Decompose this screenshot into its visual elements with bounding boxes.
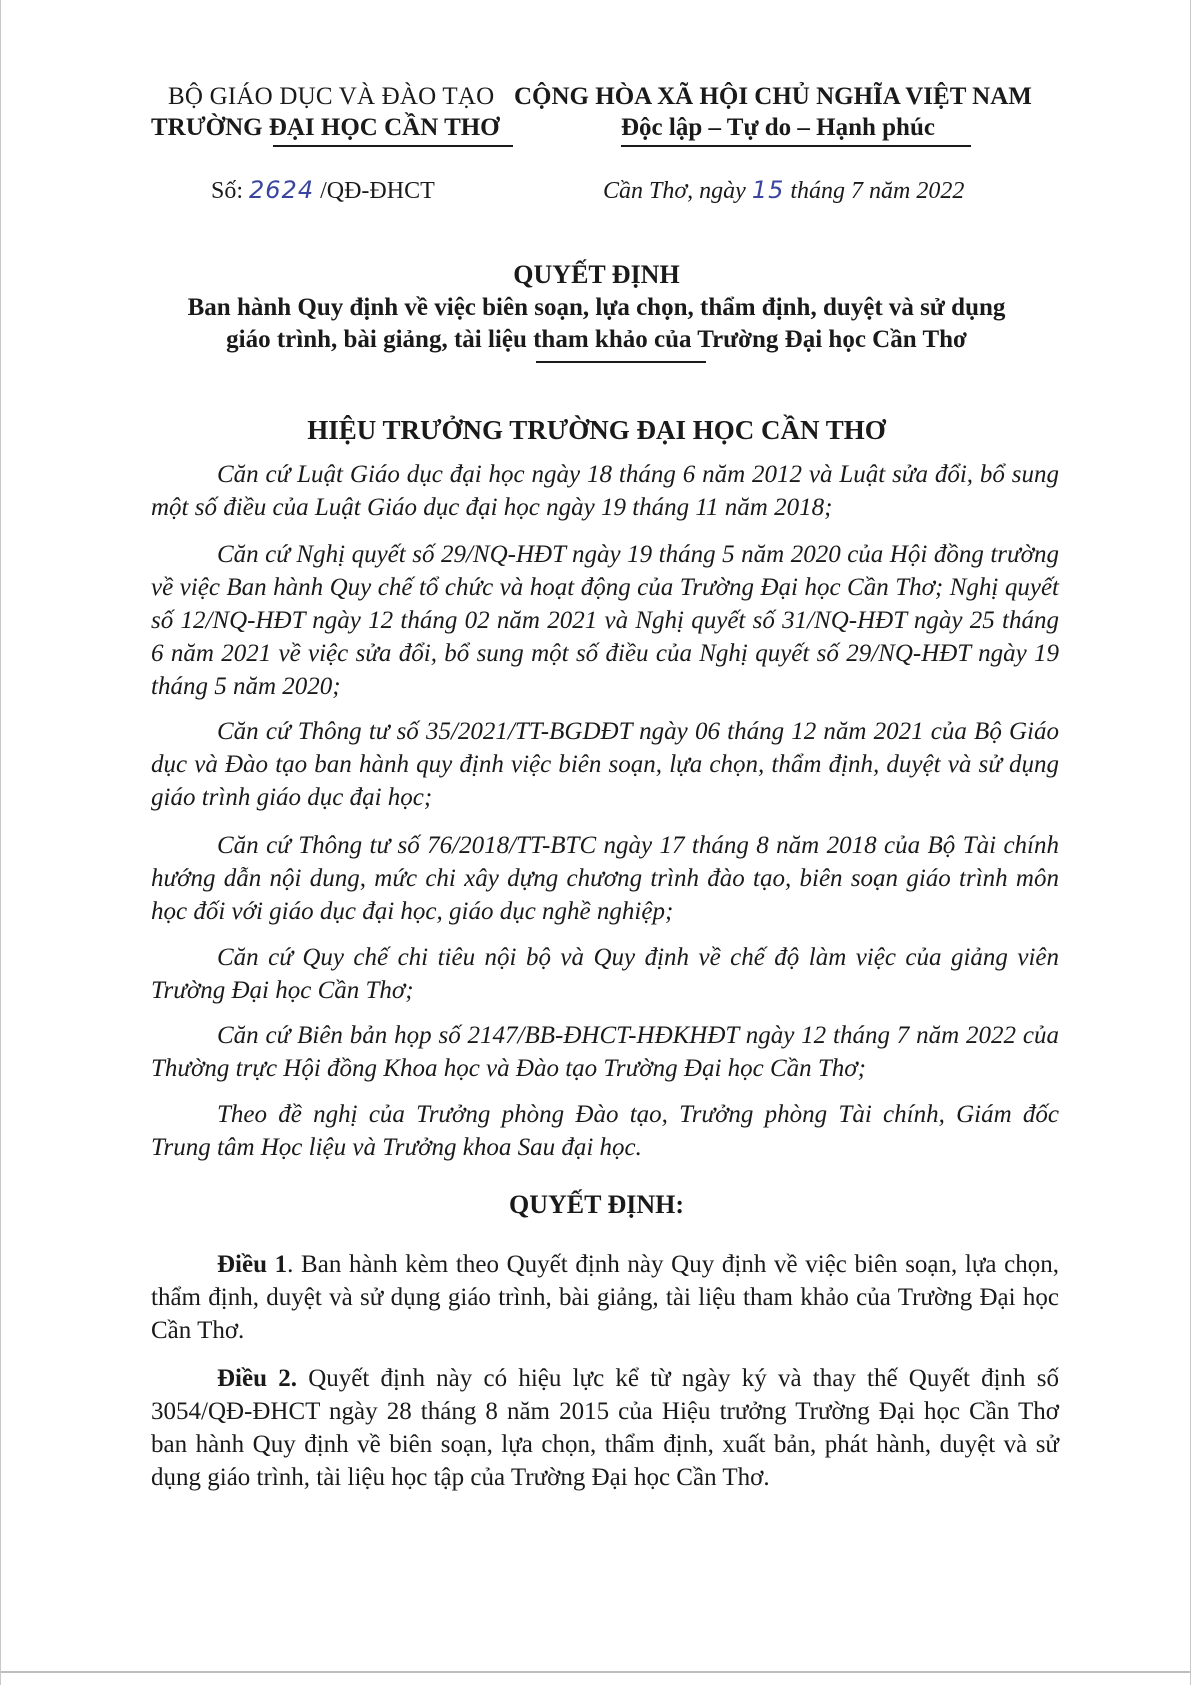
decision-heading: QUYẾT ĐỊNH: [508, 1190, 685, 1219]
article-body: . Ban hành kèm theo Quyết định này Quy định về việc biên soạn, lựa chọn, thẩm định, duyệt và sử dụng giáo trình, bài giảng, tài liệu tham khảo của Trường Đại học Cần Thơ. [151, 1251, 1059, 1344]
university-underline [273, 145, 513, 147]
ground-text: Căn cứ Biên bản họp số 2147/BB-ĐHCT-HĐKHĐT ngày 12 tháng 7 năm 2022 của Thường trực Hội đồng Khoa học và Đào tạo Trường Đại học Cần Thơ; [151, 1022, 1059, 1082]
number-prefix: Số: [211, 178, 244, 204]
article-text [151, 1362, 1059, 1494]
article-label: Điều 1 [217, 1251, 288, 1278]
number-suffix: /QĐ-ĐHCT [320, 178, 435, 204]
ground-4 [151, 829, 1059, 928]
title-underline [536, 361, 706, 363]
ground-1 [151, 458, 1059, 524]
ground-7 [151, 1098, 1059, 1164]
document-date [603, 176, 964, 205]
university-name: TRƯỜNG ĐẠI HỌC CẦN THƠ [151, 114, 500, 141]
ground-3 [151, 715, 1059, 814]
ground-5 [151, 941, 1059, 1007]
article-1 [151, 1248, 1059, 1347]
article-label: Điều 2. [217, 1365, 297, 1392]
issuing-authority: HIỆU TRƯỞNG TRƯỜNG ĐẠI HỌC CẦN THƠ [307, 415, 886, 445]
ground-6 [151, 1019, 1059, 1085]
article-2 [151, 1362, 1059, 1494]
ground-text: Căn cứ Luật Giáo dục đại học ngày 18 tháng 6 năm 2012 và Luật sửa đổi, bổ sung một số điều của Luật Giáo dục đại học ngày 19 tháng 11 năm 2018; [151, 461, 1059, 521]
ground-text: Căn cứ Quy chế chi tiêu nội bộ và Quy định về chế độ làm việc của giảng viên Trường Đại học Cần Thơ; [151, 944, 1059, 1004]
document-title: QUYẾT ĐỊNH [513, 260, 680, 289]
page-bottom-border [1, 1671, 1190, 1685]
article-body: Quyết định này có hiệu lực kể từ ngày ký và thay thế Quyết định số 3054/QĐ-ĐHCT ngày 28 tháng 8 năm 2015 của Hiệu trưởng Trường Đại học Cần Thơ ban hành Quy định về biên soạn, lựa chọn, thẩm định, xuất bản, phát hành, duyệt và sử dụng giáo trình, tài liệu học tập của Trường Đại học Cần Thơ. [151, 1365, 1060, 1491]
document-subject-line-1: Ban hành Quy định về việc biên soạn, lựa chọn, thẩm định, duyệt và sử dụng [187, 294, 1006, 321]
republic-name: CỘNG HÒA XÃ HỘI CHỦ NGHĨA VIỆT NAM [514, 83, 1032, 110]
date-suffix: tháng 7 năm 2022 [790, 178, 965, 204]
handwritten-number: 2624 [249, 176, 315, 204]
ground-text: Căn cứ Nghị quyết số 29/NQ-HĐT ngày 19 tháng 5 năm 2020 của Hội đồng trường về việc Ban hành Quy chế tổ chức và hoạt động của Trường Đại học Cần Thơ; Nghị quyết số 12/NQ-HĐT ngày 12 tháng 02 năm 2021 và Nghị quyết số 31/NQ-HĐT ngày 25 tháng 6 năm 2021 về việc sửa đổi, bổ sung một số điều của Nghị quyết số 29/NQ-HĐT ngày 19 tháng 5 năm 2020; [151, 541, 1059, 700]
document-subject-line-2: giáo trình, bài giảng, tài liệu tham khảo của Trường Đại học Cần Thơ [226, 326, 967, 353]
ground-text: Căn cứ Thông tư số 35/2021/TT-BGDĐT ngày 06 tháng 12 năm 2021 của Bộ Giáo dục và Đào tạo ban hành quy định việc biên soạn, lựa chọn, thẩm định, duyệt và sử dụng giáo trình giáo dục đại học; [151, 718, 1059, 811]
handwritten-day: 15 [751, 176, 785, 204]
document-number [211, 176, 435, 205]
national-motto: Độc lập – Tự do – Hạnh phúc [621, 114, 935, 141]
ministry-name: BỘ GIÁO DỤC VÀ ĐÀO TẠO [168, 83, 495, 110]
article-text [151, 1248, 1059, 1347]
date-prefix: Cần Thơ, ngày [603, 178, 746, 204]
ground-text: Căn cứ Thông tư số 76/2018/TT-BTC ngày 17 tháng 8 năm 2018 của Bộ Tài chính hướng dẫn nội dung, mức chi xây dựng chương trình đào tạo, biên soạn giáo trình môn học đối với giáo dục đại học, giáo dục nghề nghiệp; [151, 832, 1059, 925]
ground-text: Theo đề nghị của Trưởng phòng Đào tạo, Trưởng phòng Tài chính, Giám đốc Trung tâm Học liệu và Trưởng khoa Sau đại học. [151, 1101, 1059, 1161]
motto-underline [621, 145, 971, 147]
ground-2 [151, 538, 1059, 703]
